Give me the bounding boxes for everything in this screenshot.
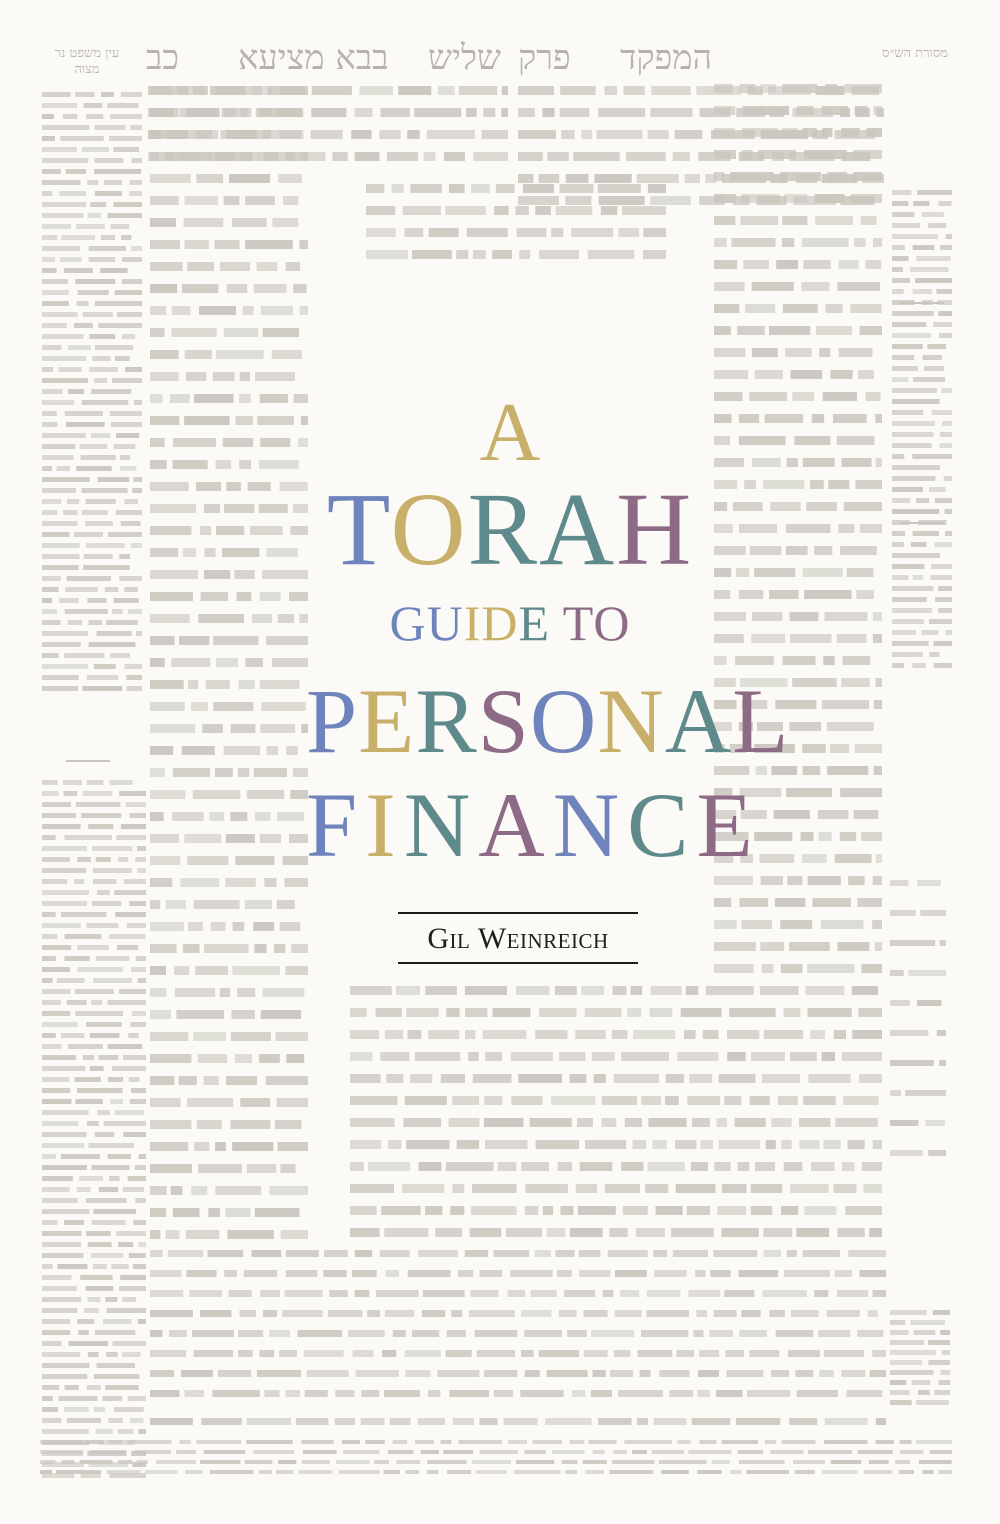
- header-word-2: פרק: [518, 38, 571, 78]
- header-word-3: שליש: [428, 38, 501, 78]
- author-rule-bottom: [398, 962, 638, 964]
- header-word-5: כב: [146, 38, 180, 78]
- author-rule-top: [398, 912, 638, 914]
- title-word-guide-to: GUIDE TO: [389, 595, 631, 651]
- title-word-a: A: [479, 386, 541, 479]
- title-word-finance: FINANCE: [306, 774, 761, 876]
- header-word-1: המפקד: [620, 38, 713, 78]
- title-word-personal: PERSONAL: [306, 670, 790, 772]
- author-name: Gil Weinreich: [427, 922, 609, 955]
- right-corner-note: מסורת הש״ס: [882, 46, 948, 61]
- title-word-torah: TORAH: [326, 472, 694, 587]
- left-corner-note: עין משפט נר מצוה: [54, 46, 120, 77]
- header-word-4: בבא מציעא: [238, 38, 389, 78]
